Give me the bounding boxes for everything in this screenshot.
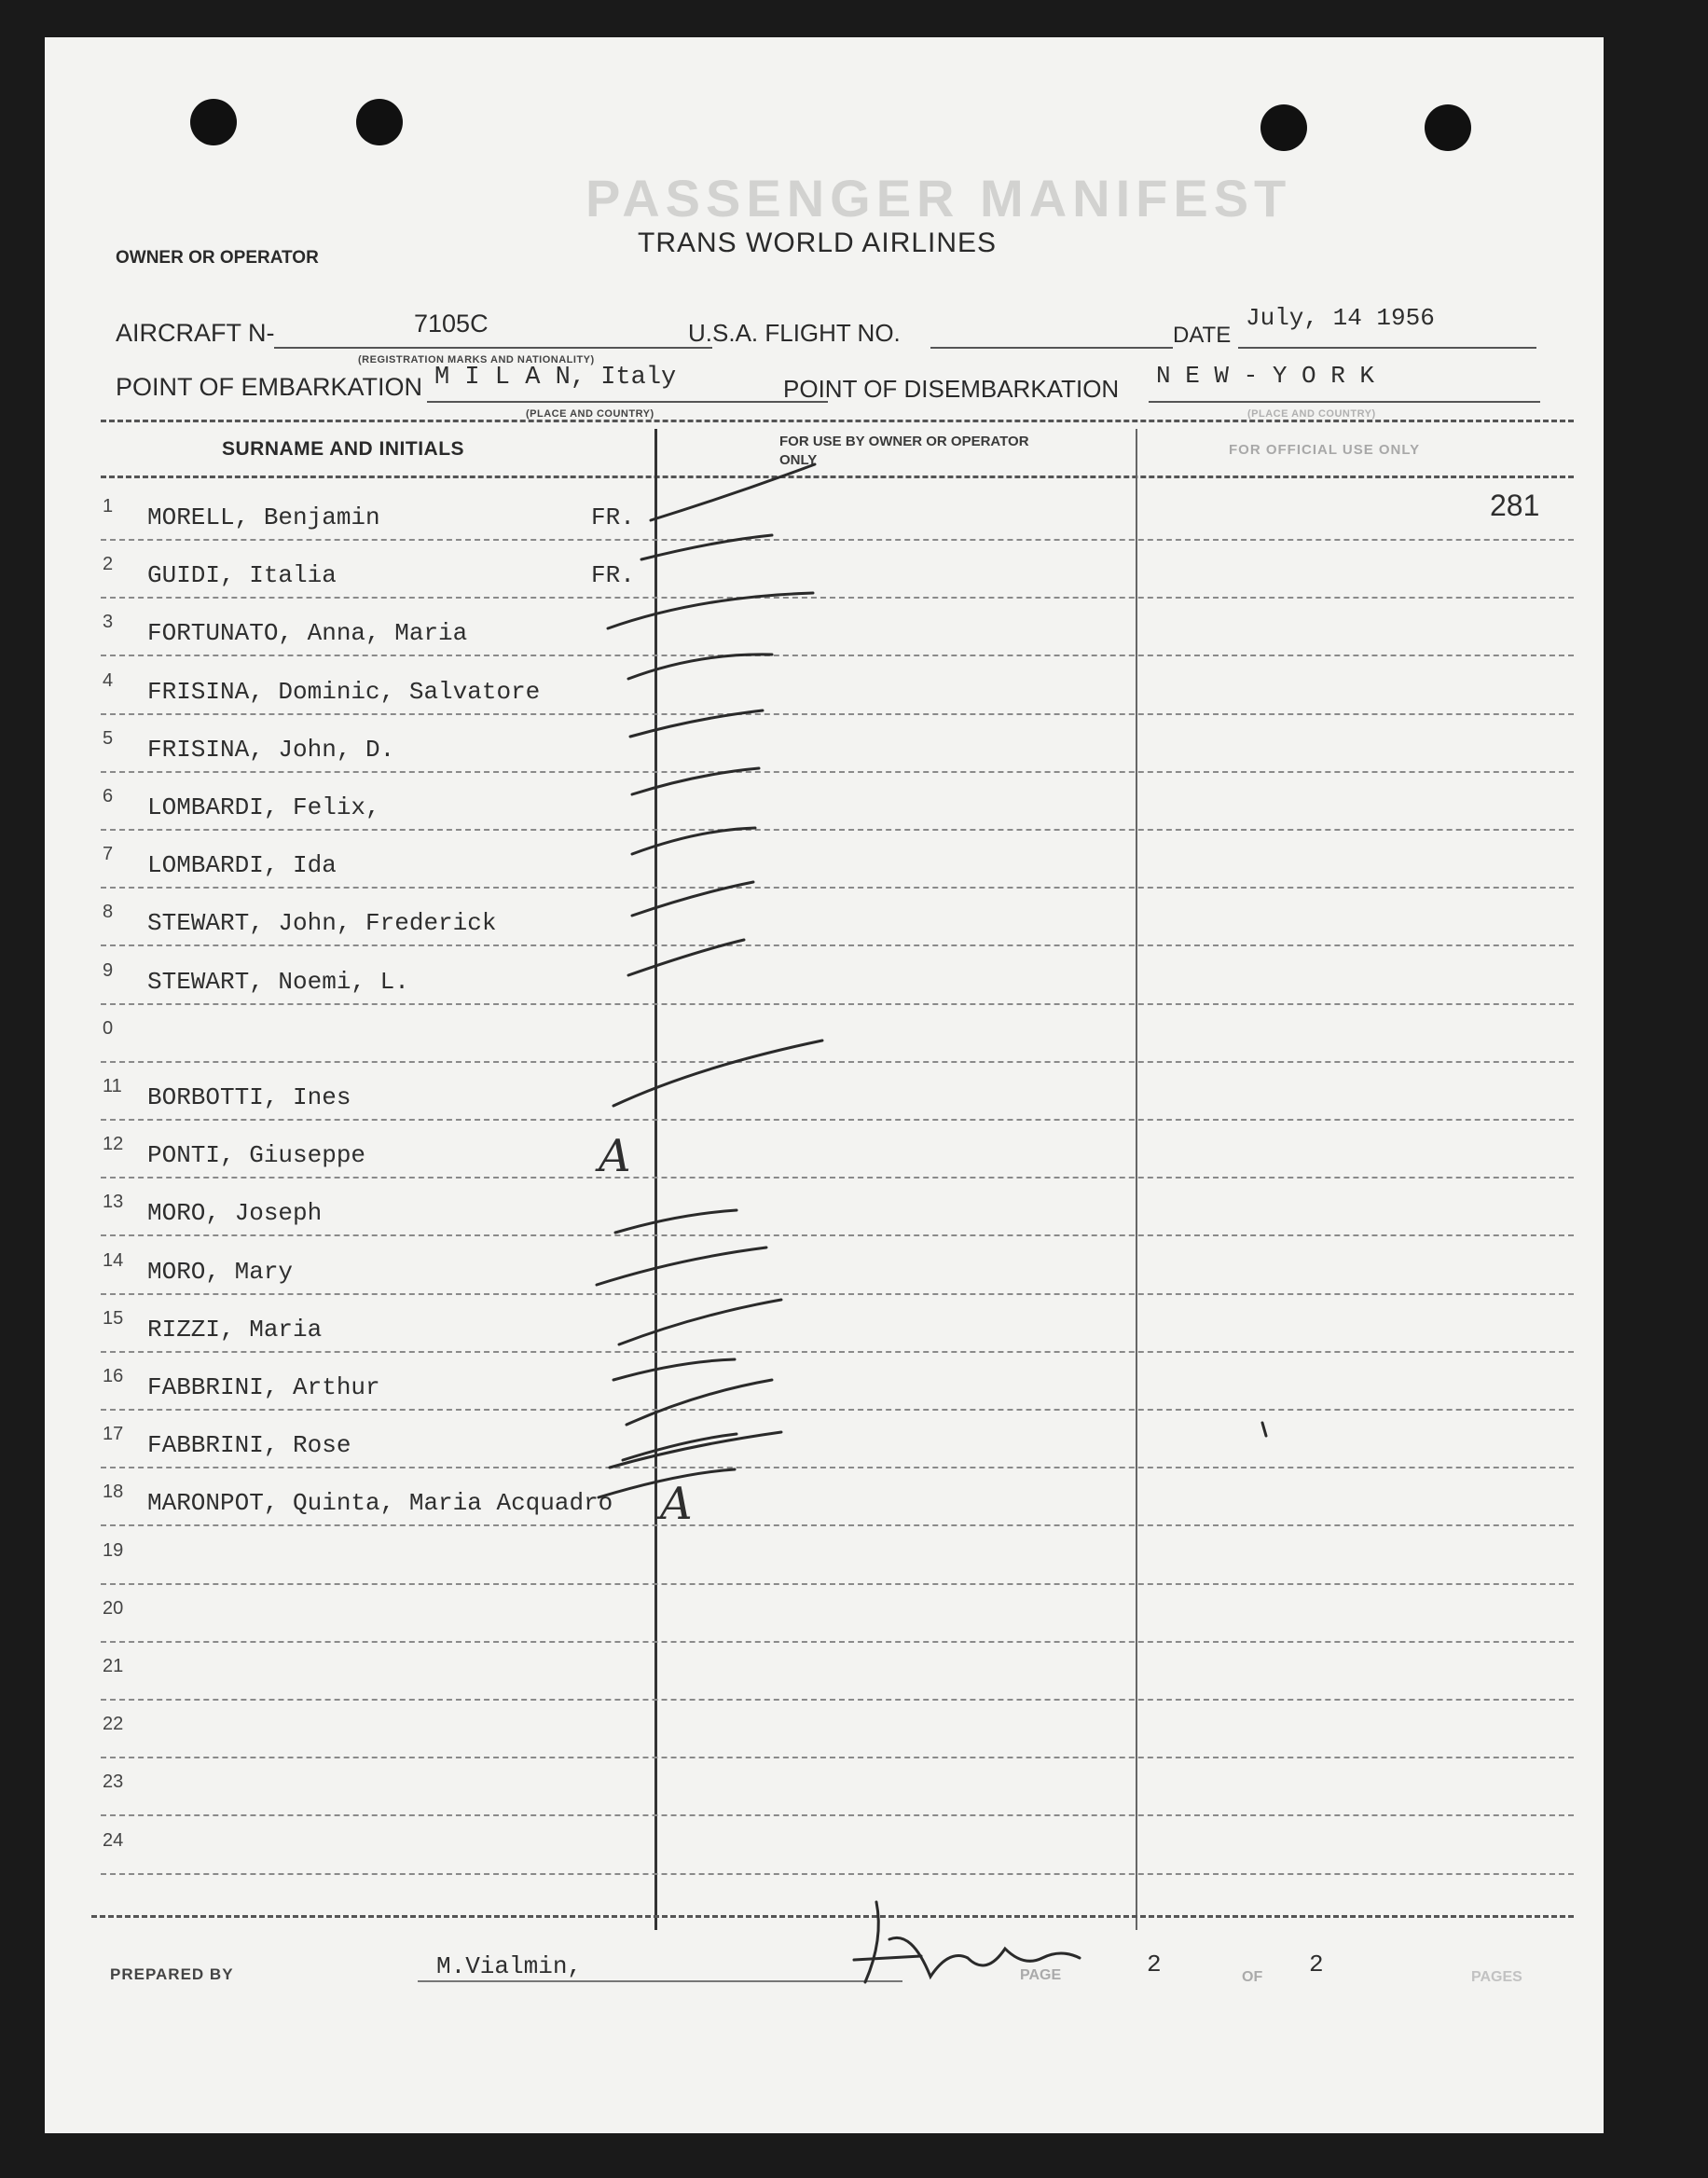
passenger-name: STEWART, John, Frederick: [147, 909, 497, 938]
aircraft-sublabel: (REGISTRATION MARKS AND NATIONALITY): [358, 354, 595, 365]
signature-icon: [854, 1902, 1080, 1982]
passenger-name: PONTI, Giuseppe: [147, 1141, 366, 1170]
row-number: 7: [103, 844, 114, 865]
passenger-name: BORBOTTI, Ines: [147, 1083, 351, 1111]
row-number: 12: [103, 1134, 124, 1155]
passenger-name: MORELL, Benjamin: [147, 503, 380, 531]
prepared-label: PREPARED BY: [110, 1965, 234, 1983]
manifest-page: [45, 37, 1604, 2133]
row-number: 22: [103, 1714, 124, 1735]
airline-name: TRANS WORLD AIRLINES: [638, 227, 998, 258]
disembarkation-value: N E W - Y O R K: [1156, 362, 1375, 390]
row-mark: A: [599, 1130, 631, 1183]
check-mark-icon: [651, 464, 815, 520]
disembarkation-label: POINT OF DISEMBARKATION: [783, 375, 1120, 403]
row-number: 5: [103, 727, 114, 749]
embarkation-sublabel: (PLACE AND COUNTRY): [526, 408, 654, 420]
row-number: 21: [103, 1656, 124, 1676]
of-value: 2: [1309, 1951, 1324, 1978]
disembarkation-sublabel: (PLACE AND COUNTRY): [1247, 408, 1376, 420]
passenger-name: FORTUNATO, Anna, Maria: [147, 619, 468, 648]
row-mark: FR.: [591, 503, 635, 531]
row-mark: FR.: [591, 561, 635, 590]
row-number: 14: [103, 1249, 124, 1271]
row-number: 13: [103, 1192, 124, 1213]
flight-label: U.S.A. FLIGHT NO.: [688, 319, 901, 347]
passenger-name: GUIDI, Italia: [147, 561, 337, 590]
handwritten-marks: [45, 37, 1604, 2133]
passenger-name: STEWART, Noemi, L.: [147, 967, 409, 996]
embarkation-label: POINT OF EMBARKATION: [116, 373, 423, 401]
aircraft-value: 7105C: [414, 310, 489, 338]
passenger-name: LOMBARDI, Ida: [147, 851, 337, 880]
embarkation-value: M I L A N, Italy: [434, 364, 677, 392]
official-use-column-header: FOR OFFICIAL USE ONLY: [1229, 442, 1421, 458]
row-number: 4: [103, 669, 114, 691]
passenger-name: FRISINA, Dominic, Salvatore: [147, 677, 541, 706]
row-number: 19: [103, 1539, 124, 1561]
owner-use-column-header: FOR USE BY OWNER OR OPERATOR ONLY: [779, 434, 1029, 468]
row-number: 24: [103, 1829, 124, 1851]
passenger-name: RIZZI, Maria: [147, 1315, 323, 1344]
passenger-name: FABBRINI, Arthur: [147, 1373, 380, 1401]
passenger-name: MORO, Joseph: [147, 1199, 323, 1228]
row-number: 6: [103, 786, 114, 806]
row-number: 23: [103, 1771, 124, 1793]
pages-label: PAGES: [1471, 1969, 1522, 1985]
page-label: PAGE: [1020, 1967, 1062, 1983]
row-number: 8: [103, 902, 114, 923]
surname-column-header: SURNAME AND INITIALS: [222, 438, 465, 460]
row-number: 2: [103, 554, 114, 575]
of-label: OF: [1242, 1969, 1263, 1985]
prepared-value: M.Vialmin,: [436, 1952, 583, 1980]
owner-label: OWNER OR OPERATOR: [116, 248, 319, 268]
aircraft-label: AIRCRAFT N-: [116, 319, 275, 347]
faded-title: PASSENGER MANIFEST: [585, 169, 1292, 227]
row-number: 1: [103, 496, 114, 517]
row-number: 0: [103, 1017, 114, 1039]
row-number: 15: [103, 1307, 124, 1329]
passenger-name: FABBRINI, Rose: [147, 1431, 351, 1460]
row-number: 3: [103, 612, 114, 633]
row-number: 9: [103, 959, 114, 981]
row-number: 20: [103, 1597, 124, 1619]
row-number: 16: [103, 1366, 124, 1386]
passenger-name: MARONPOT, Quinta, Maria Acquadro: [147, 1489, 613, 1518]
row-number: 17: [103, 1424, 124, 1445]
row-number: 18: [103, 1482, 124, 1503]
official-number: 281: [1490, 489, 1540, 522]
row-number: 11: [103, 1076, 122, 1096]
date-value: July, 14 1956: [1246, 304, 1435, 332]
row-mark: A: [660, 1478, 693, 1531]
passenger-name: MORO, Mary: [147, 1257, 294, 1286]
page-value: 2: [1147, 1951, 1162, 1978]
passenger-name: FRISINA, John, D.: [147, 735, 395, 764]
date-label: DATE: [1173, 323, 1232, 348]
passenger-name: LOMBARDI, Felix,: [147, 793, 380, 821]
